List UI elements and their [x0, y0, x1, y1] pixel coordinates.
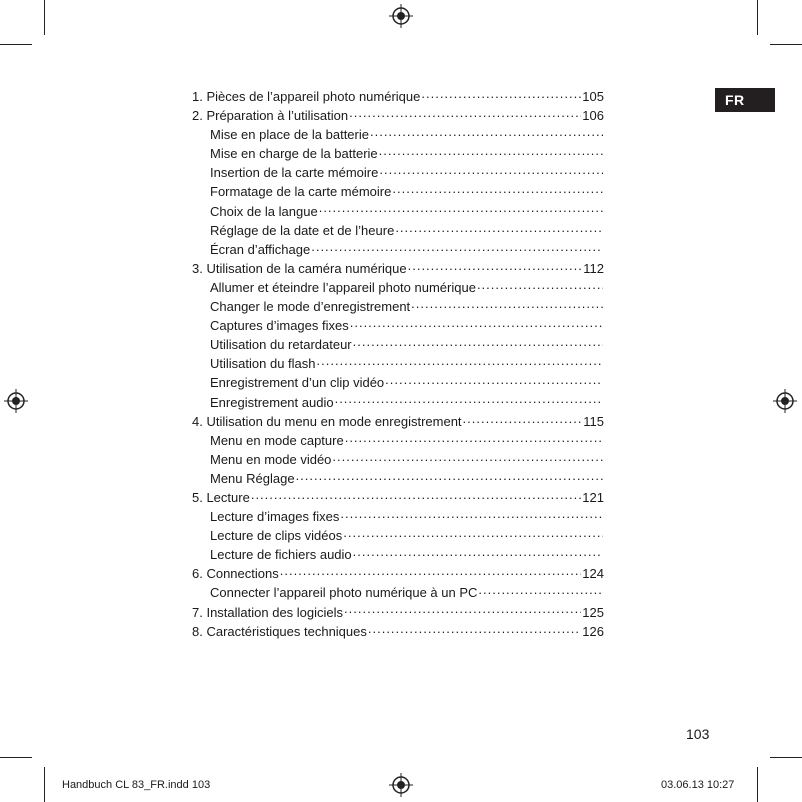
toc-leader-dots	[280, 565, 582, 578]
toc-chapter[interactable]	[192, 622, 604, 641]
toc-chapter[interactable]	[192, 412, 604, 431]
toc-entry-title: Menu en mode vidéo	[210, 451, 332, 467]
toc-entry-title: 5. Lecture	[192, 489, 250, 505]
crop-mark	[0, 44, 32, 45]
toc-leader-dots	[251, 489, 581, 502]
toc-section[interactable]	[192, 545, 604, 564]
toc-leader-dots	[345, 432, 603, 445]
toc-section[interactable]	[192, 354, 604, 373]
crop-mark	[757, 0, 758, 35]
toc-entry-page: 124	[582, 566, 604, 582]
toc-leader-dots	[350, 317, 603, 330]
toc-section[interactable]	[192, 469, 604, 488]
table-of-contents	[192, 87, 604, 641]
crop-mark	[770, 44, 802, 45]
registration-mark-icon	[4, 389, 28, 413]
toc-leader-dots	[344, 604, 581, 617]
toc-entry-title: Utilisation du flash	[210, 356, 316, 372]
toc-entry-page: 126	[582, 623, 604, 639]
toc-section[interactable]	[192, 125, 604, 144]
toc-entry-title: Connecter l’appareil photo numérique à un PC	[210, 585, 478, 601]
toc-section[interactable]	[192, 144, 604, 163]
registration-mark-icon	[389, 4, 413, 28]
toc-entry-title: Mise en place de la batterie	[210, 127, 369, 143]
language-tab: FR	[715, 88, 775, 112]
toc-leader-dots	[395, 222, 603, 235]
crop-mark	[757, 767, 758, 802]
toc-entry-title: 3. Utilisation de la caméra numérique	[192, 260, 407, 276]
toc-leader-dots	[349, 107, 581, 120]
footer-timestamp: 03.06.13 10:27	[661, 779, 735, 791]
toc-leader-dots	[296, 470, 603, 483]
toc-leader-dots	[353, 546, 603, 559]
toc-entry-title: Allumer et éteindre l’appareil photo numérique	[210, 279, 476, 295]
toc-leader-dots	[411, 298, 603, 311]
toc-leader-dots	[385, 374, 603, 387]
toc-chapter[interactable]	[192, 564, 604, 583]
page-number: 103	[686, 726, 710, 742]
toc-section[interactable]	[192, 163, 604, 182]
toc-section[interactable]	[192, 182, 604, 201]
toc-entry-title: Choix de la langue	[210, 203, 318, 219]
toc-section[interactable]	[192, 450, 604, 469]
toc-section[interactable]	[192, 431, 604, 450]
toc-leader-dots	[311, 241, 603, 254]
registration-mark-icon	[389, 773, 413, 797]
toc-leader-dots	[478, 584, 603, 597]
toc-leader-dots	[379, 145, 603, 158]
toc-entry-title: Lecture de clips vidéos	[210, 528, 343, 544]
toc-chapter[interactable]	[192, 259, 604, 278]
toc-leader-dots	[343, 527, 603, 540]
toc-leader-dots	[421, 88, 581, 101]
toc-section[interactable]	[192, 202, 604, 221]
toc-leader-dots	[370, 126, 603, 139]
toc-section[interactable]	[192, 297, 604, 316]
crop-mark	[0, 757, 32, 758]
toc-leader-dots	[335, 394, 603, 407]
toc-entry-page: 125	[582, 604, 604, 620]
toc-section[interactable]	[192, 526, 604, 545]
toc-section[interactable]	[192, 583, 604, 602]
toc-leader-dots	[392, 183, 603, 196]
toc-entry-title: 6. Connections	[192, 566, 279, 582]
toc-entry-title: Mise en charge de la batterie	[210, 146, 378, 162]
toc-entry-title: Insertion de la carte mémoire	[210, 165, 379, 181]
toc-leader-dots	[332, 451, 603, 464]
toc-entry-title: Enregistrement audio	[210, 394, 334, 410]
toc-entry-page: 106	[582, 108, 604, 124]
toc-entry-title: 8. Caractéristiques techniques	[192, 623, 367, 639]
toc-leader-dots	[368, 623, 581, 636]
toc-entry-page: 112	[583, 260, 604, 276]
toc-leader-dots	[379, 164, 603, 177]
toc-entry-title: Captures d’images fixes	[210, 318, 349, 334]
toc-entry-page: 115	[583, 413, 604, 429]
toc-section[interactable]	[192, 278, 604, 297]
toc-section[interactable]	[192, 373, 604, 392]
toc-section[interactable]	[192, 221, 604, 240]
toc-chapter[interactable]	[192, 488, 604, 507]
toc-entry-title: Lecture d’images fixes	[210, 509, 340, 525]
crop-mark	[770, 757, 802, 758]
toc-chapter[interactable]	[192, 106, 604, 125]
crop-mark	[44, 0, 45, 35]
toc-section[interactable]	[192, 316, 604, 335]
toc-leader-dots	[319, 203, 603, 216]
toc-section[interactable]	[192, 507, 604, 526]
toc-entry-title: 2. Préparation à l’utilisation	[192, 108, 349, 124]
toc-entry-title: Écran d’affichage	[210, 241, 311, 257]
toc-section[interactable]	[192, 393, 604, 412]
toc-entry-title: 7. Installation des logiciels	[192, 604, 344, 620]
toc-leader-dots	[353, 336, 603, 349]
toc-entry-title: Lecture de fichiers audio	[210, 547, 352, 563]
toc-section[interactable]	[192, 240, 604, 259]
toc-entry-title: Formatage de la carte mémoire	[210, 184, 392, 200]
toc-entry-title: 1. Pièces de l’appareil photo numérique	[192, 89, 421, 104]
toc-entry-page: 121	[582, 489, 604, 505]
toc-chapter[interactable]	[192, 603, 604, 622]
toc-leader-dots	[317, 355, 604, 368]
toc-entry-title: Réglage de la date et de l’heure	[210, 222, 395, 238]
toc-leader-dots	[463, 413, 583, 426]
toc-leader-dots	[340, 508, 603, 521]
toc-entry-title: Utilisation du retardateur	[210, 337, 352, 353]
toc-entry-title: Menu Réglage	[210, 470, 295, 486]
toc-chapter[interactable]	[192, 87, 604, 106]
registration-mark-icon	[773, 389, 797, 413]
crop-mark	[44, 767, 45, 802]
footer-filename: Handbuch CL 83_FR.indd 103	[62, 779, 211, 791]
toc-entry-title: 4. Utilisation du menu en mode enregistrement	[192, 413, 462, 429]
toc-leader-dots	[477, 279, 603, 292]
toc-entry-title: Enregistrement d’un clip vidéo	[210, 375, 385, 391]
toc-entry-page: 105	[582, 89, 604, 104]
toc-leader-dots	[408, 260, 583, 273]
toc-entry-title: Menu en mode capture	[210, 432, 344, 448]
toc-entry-title: Changer le mode d’enregistrement	[210, 299, 411, 315]
toc-section[interactable]	[192, 335, 604, 354]
